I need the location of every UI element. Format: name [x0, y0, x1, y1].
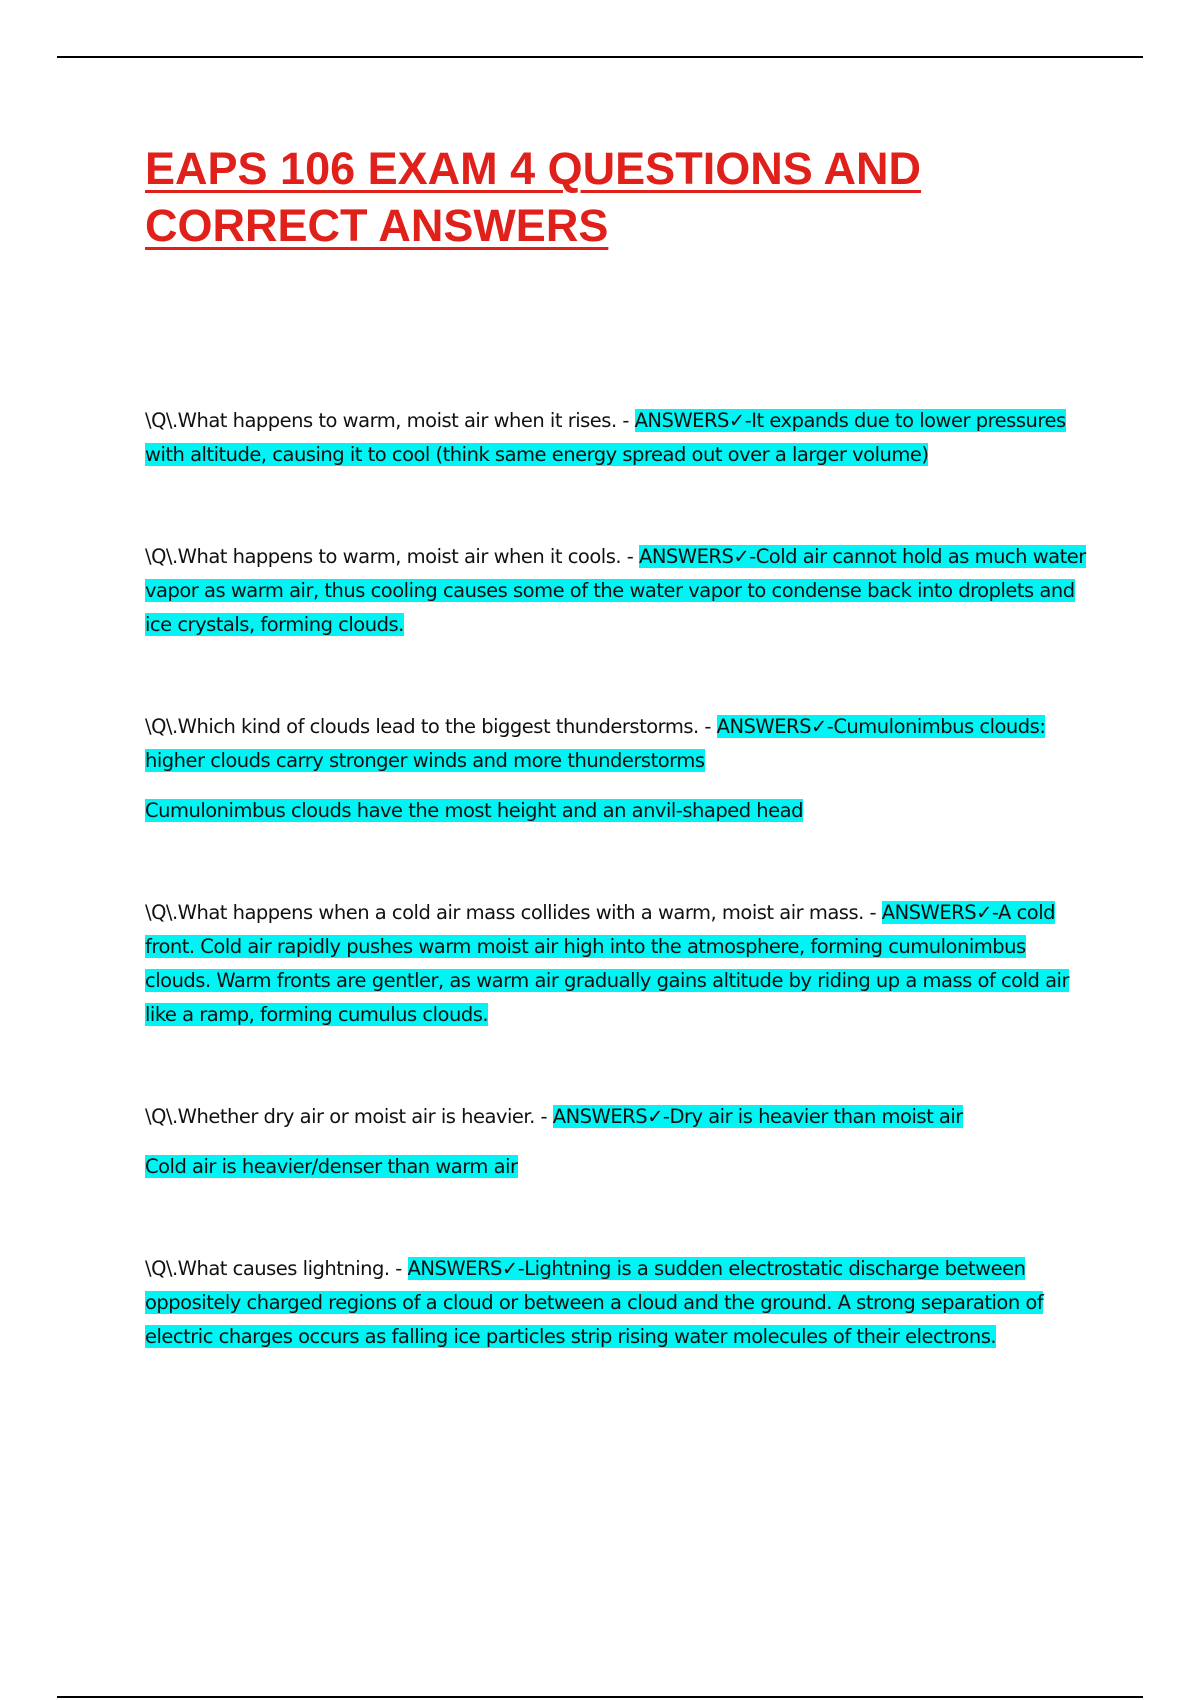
- qa-item-3: [145, 710, 1095, 778]
- question-text: \Q\.What happens when a cold air mass collides with a warm, moist air mass. -: [145, 901, 882, 924]
- answer-text: ANSWERS✓-Cold air cannot hold as much water vapor as warm air, thus cooling causes some of the water vapor to condense back into droplets and ice crystals, forming clouds.: [145, 545, 1086, 636]
- qa-item-2: [145, 540, 1095, 642]
- document-body: [145, 140, 1095, 1422]
- answer-extra-text: Cold air is heavier/denser than warm air: [145, 1155, 518, 1178]
- question-text: \Q\.What happens to warm, moist air when it rises. -: [145, 409, 635, 432]
- qa-item-5: [145, 1100, 1095, 1134]
- answer-text: ANSWERS✓-It expands due to lower pressures with altitude, causing it to cool (think same energy spread out over a larger volume): [145, 409, 1066, 466]
- qa-item-6: [145, 1252, 1095, 1354]
- answer-extra-5: [145, 1150, 1095, 1184]
- question-text: \Q\.What happens to warm, moist air when it cools. -: [145, 545, 639, 568]
- document-title: EAPS 106 EXAM 4 QUESTIONS AND CORRECT ANSWERS: [145, 143, 922, 251]
- qa-list: [145, 404, 1095, 1354]
- question-text: \Q\.Whether dry air or moist air is heavier. -: [145, 1105, 553, 1128]
- answer-extra-3: [145, 794, 1095, 828]
- question-text: \Q\.Which kind of clouds lead to the biggest thunderstorms. -: [145, 715, 717, 738]
- qa-item-1: [145, 404, 1095, 472]
- header-rule: [57, 56, 1143, 58]
- answer-text: ANSWERS✓-Dry air is heavier than moist air: [552, 1105, 963, 1128]
- answer-text: ANSWERS✓-A cold front. Cold air rapidly pushes warm moist air high into the atmosphere, forming cumulonimbus clouds. Warm fronts are gentler, as warm air gradually gains altitude by riding up a mass of cold air like a ramp, forming cumulus clouds.: [145, 901, 1069, 1026]
- answer-text: ANSWERS✓-Cumulonimbus clouds: higher clouds carry stronger winds and more thunderstorms: [145, 715, 1046, 772]
- qa-item-4: [145, 896, 1095, 1032]
- answer-text: ANSWERS✓-Lightning is a sudden electrostatic discharge between oppositely charged regions of a cloud or between a cloud and the ground. A strong separation of electric charges occurs as falling ice particles strip rising water molecules of their electrons.: [145, 1257, 1044, 1348]
- question-text: \Q\.What causes lightning. -: [145, 1257, 408, 1280]
- footer-rule: [57, 1696, 1143, 1698]
- answer-extra-text: Cumulonimbus clouds have the most height and an anvil-shaped head: [145, 799, 803, 822]
